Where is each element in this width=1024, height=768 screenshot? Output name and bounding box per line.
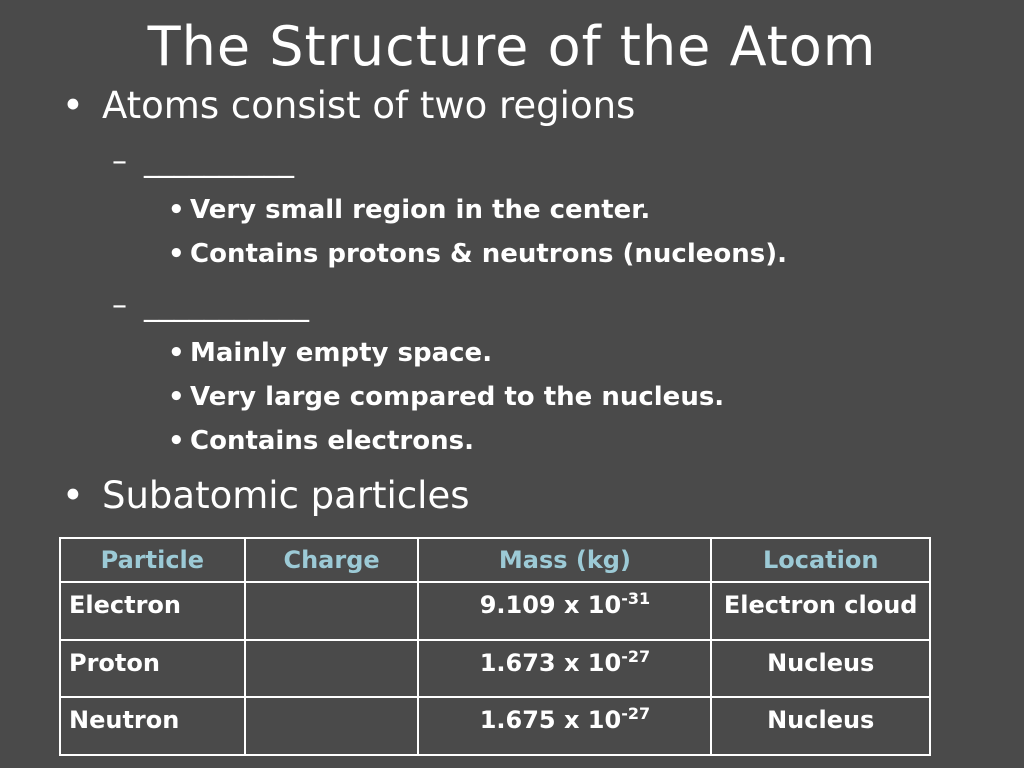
cell-location: Nucleus — [711, 697, 930, 755]
mass-exponent: -27 — [621, 646, 651, 666]
mass-base: 1.673 x 10 — [479, 648, 622, 677]
table-row — [60, 582, 930, 640]
nucleus-point-text: Contains protons & neutrons (nucleons). — [190, 239, 787, 269]
blank-nucleus-text: __________ — [144, 144, 294, 179]
header-particle: Particle — [60, 538, 245, 582]
cell-charge — [245, 640, 419, 698]
mass-exponent: -27 — [621, 704, 651, 724]
cloud-point-text: Mainly empty space. — [190, 338, 493, 368]
cell-location: Nucleus — [711, 640, 930, 698]
cloud-point-text: Contains electrons. — [190, 426, 474, 456]
bullet-marker: • — [168, 239, 185, 269]
table-header-row — [60, 538, 930, 582]
dash-marker: – — [112, 288, 127, 323]
mass-exponent: -31 — [621, 589, 651, 608]
dash-marker: – — [112, 144, 127, 179]
nucleus-point — [168, 238, 787, 270]
blank-cloud-text: ___________ — [144, 288, 309, 323]
header-charge: Charge — [245, 538, 419, 582]
cell-mass — [418, 640, 711, 698]
mass-base: 9.109 x 10 — [479, 591, 622, 619]
cloud-point — [168, 425, 474, 457]
cell-mass — [418, 582, 711, 640]
cell-charge — [245, 582, 419, 640]
table-row — [60, 697, 930, 755]
cell-particle: Electron — [60, 582, 245, 640]
table-row — [60, 640, 930, 698]
cloud-point — [168, 381, 724, 413]
nucleus-point-text: Very small region in the center. — [190, 195, 651, 225]
cell-location: Electron cloud — [711, 582, 930, 640]
bullet-atoms — [62, 84, 635, 128]
slide-title: The Structure of the Atom — [147, 15, 877, 78]
cell-particle: Neutron — [60, 697, 245, 755]
bullet-subatomic-text: Subatomic particles — [102, 474, 470, 517]
cell-charge — [245, 697, 419, 755]
cloud-point — [168, 337, 492, 369]
bullet-atoms-text: Atoms consist of two regions — [102, 84, 636, 127]
bullet-marker: • — [62, 84, 84, 127]
header-mass: Mass (kg) — [418, 538, 711, 582]
subatomic-particles-table — [59, 537, 931, 756]
bullet-marker: • — [168, 382, 185, 412]
blank-cloud — [112, 288, 309, 324]
blank-nucleus — [112, 144, 294, 180]
bullet-subatomic — [62, 474, 470, 518]
mass-base: 1.675 x 10 — [479, 706, 622, 735]
bullet-marker: • — [168, 426, 185, 456]
header-location: Location — [711, 538, 930, 582]
bullet-marker: • — [62, 474, 84, 517]
cell-particle: Proton — [60, 640, 245, 698]
bullet-marker: • — [168, 338, 185, 368]
cell-mass — [418, 697, 711, 755]
nucleus-point — [168, 194, 650, 226]
bullet-marker: • — [168, 195, 185, 225]
cloud-point-text: Very large compared to the nucleus. — [190, 382, 725, 412]
